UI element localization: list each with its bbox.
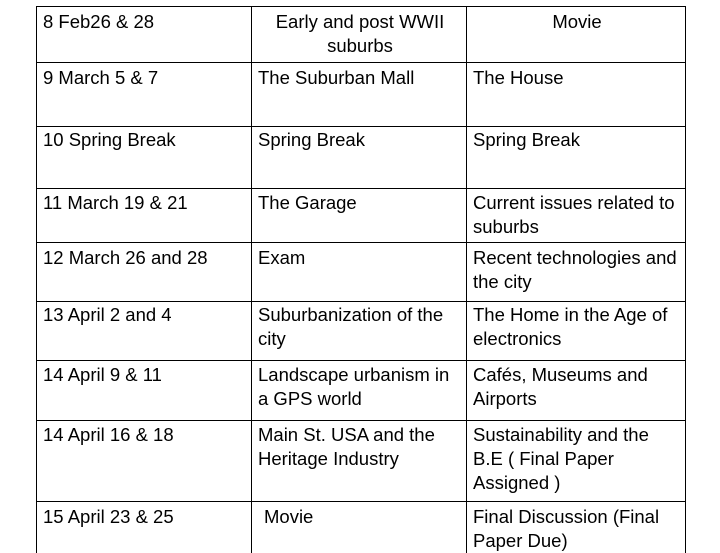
schedule-table (36, 6, 686, 553)
topic-cell: Suburbanization of the city (252, 302, 467, 361)
topic-cell: Spring Break (252, 127, 467, 189)
secondary-topic-cell: Final Discussion (Final Paper Due) (467, 502, 686, 553)
topic-cell: Exam (252, 243, 467, 302)
table-row (37, 63, 686, 127)
table-row (37, 421, 686, 502)
table-row (37, 7, 686, 63)
secondary-topic-cell: Sustainability and the B.E ( Final Paper Assigned ) (467, 421, 686, 502)
topic-cell: The Garage (252, 189, 467, 243)
secondary-topic-cell: Cafés, Museums and Airports (467, 361, 686, 421)
secondary-topic-cell: The Home in the Age of electronics (467, 302, 686, 361)
secondary-topic-cell: Spring Break (467, 127, 686, 189)
table-row (37, 189, 686, 243)
table-row (37, 502, 686, 553)
secondary-topic-cell: Recent technologies and the city (467, 243, 686, 302)
week-cell: 12 March 26 and 28 (37, 243, 252, 302)
topic-cell: Movie (252, 502, 467, 553)
secondary-topic-cell: The House (467, 63, 686, 127)
table-row (37, 302, 686, 361)
table-row (37, 243, 686, 302)
topic-cell: Early and post WWII suburbs (252, 7, 467, 63)
week-cell: 13 April 2 and 4 (37, 302, 252, 361)
week-cell: 14 April 16 & 18 (37, 421, 252, 502)
topic-cell: Main St. USA and the Heritage Industry (252, 421, 467, 502)
week-cell: 9 March 5 & 7 (37, 63, 252, 127)
table-row (37, 361, 686, 421)
topic-cell: The Suburban Mall (252, 63, 467, 127)
week-cell: 8 Feb26 & 28 (37, 7, 252, 63)
secondary-topic-cell: Movie (467, 7, 686, 63)
week-cell: 14 April 9 & 11 (37, 361, 252, 421)
week-cell: 15 April 23 & 25 (37, 502, 252, 553)
topic-cell: Landscape urbanism in a GPS world (252, 361, 467, 421)
week-cell: 11 March 19 & 21 (37, 189, 252, 243)
table-row (37, 127, 686, 189)
secondary-topic-cell: Current issues related to suburbs (467, 189, 686, 243)
week-cell: 10 Spring Break (37, 127, 252, 189)
